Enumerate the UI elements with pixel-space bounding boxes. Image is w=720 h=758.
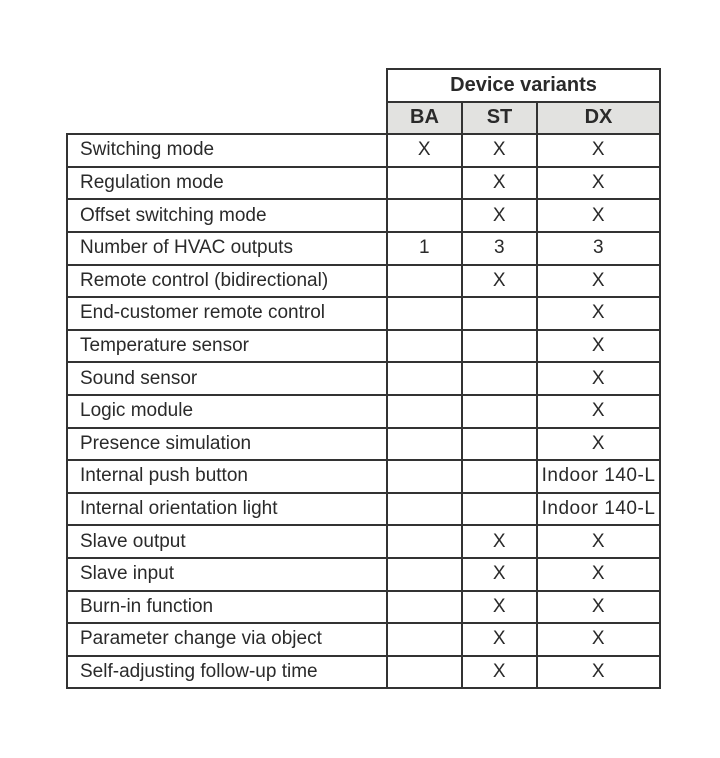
dx-value: X [537, 428, 660, 461]
dx-value: X [537, 330, 660, 363]
dx-value: Indoor 140-L [537, 493, 660, 526]
ba-value [387, 395, 462, 428]
st-value [462, 395, 537, 428]
title-row [67, 69, 660, 102]
dx-value: 3 [537, 232, 660, 265]
st-value: X [462, 525, 537, 558]
ba-value [387, 265, 462, 298]
table-row [67, 656, 660, 689]
table-row [67, 265, 660, 298]
table-row [67, 558, 660, 591]
table-row [67, 623, 660, 656]
ba-value [387, 656, 462, 689]
ba-value [387, 623, 462, 656]
ba-value [387, 525, 462, 558]
column-header-st: ST [462, 102, 537, 135]
st-value: X [462, 199, 537, 232]
ba-value [387, 362, 462, 395]
dx-value: X [537, 656, 660, 689]
st-value [462, 493, 537, 526]
ba-value [387, 591, 462, 624]
table-row [67, 428, 660, 461]
table-row [67, 493, 660, 526]
st-value [462, 297, 537, 330]
st-value [462, 330, 537, 363]
table-row [67, 460, 660, 493]
dx-value: X [537, 134, 660, 167]
dx-value: X [537, 297, 660, 330]
st-value: X [462, 167, 537, 200]
feature-label: Switching mode [67, 134, 387, 167]
ba-value [387, 199, 462, 232]
feature-label: Presence simulation [67, 428, 387, 461]
dx-value: X [537, 558, 660, 591]
table-row [67, 395, 660, 428]
feature-label: Slave output [67, 525, 387, 558]
ba-value [387, 167, 462, 200]
ba-value [387, 428, 462, 461]
feature-label: Burn-in function [67, 591, 387, 624]
feature-label: Parameter change via object [67, 623, 387, 656]
feature-label: Regulation mode [67, 167, 387, 200]
device-variants-table [66, 68, 661, 689]
ba-value: 1 [387, 232, 462, 265]
dx-value: X [537, 265, 660, 298]
table-row [67, 232, 660, 265]
feature-label: Number of HVAC outputs [67, 232, 387, 265]
table-row [67, 330, 660, 363]
column-header-row [67, 102, 660, 135]
dx-value: X [537, 591, 660, 624]
st-value: X [462, 656, 537, 689]
st-value: X [462, 265, 537, 298]
feature-label: Slave input [67, 558, 387, 591]
feature-label: Offset switching mode [67, 199, 387, 232]
table-row [67, 134, 660, 167]
empty-corner-cell [67, 69, 387, 102]
st-value [462, 362, 537, 395]
feature-label: Sound sensor [67, 362, 387, 395]
feature-label: Internal orientation light [67, 493, 387, 526]
dx-value: X [537, 623, 660, 656]
ba-value [387, 297, 462, 330]
column-header-dx: DX [537, 102, 660, 135]
ba-value: X [387, 134, 462, 167]
feature-label: Internal push button [67, 460, 387, 493]
feature-label: Logic module [67, 395, 387, 428]
table-row [67, 525, 660, 558]
st-value: X [462, 134, 537, 167]
dx-value: X [537, 395, 660, 428]
ba-value [387, 460, 462, 493]
dx-value: Indoor 140-L [537, 460, 660, 493]
dx-value: X [537, 167, 660, 200]
table-row [67, 297, 660, 330]
table-title: Device variants [387, 69, 660, 102]
feature-label: Self-adjusting follow-up time [67, 656, 387, 689]
table-row [67, 199, 660, 232]
st-value: X [462, 623, 537, 656]
ba-value [387, 330, 462, 363]
st-value [462, 460, 537, 493]
feature-label: End-customer remote control [67, 297, 387, 330]
st-value: X [462, 558, 537, 591]
feature-label: Remote control (bidirectional) [67, 265, 387, 298]
st-value [462, 428, 537, 461]
st-value: 3 [462, 232, 537, 265]
empty-corner-cell [67, 102, 387, 135]
ba-value [387, 558, 462, 591]
ba-value [387, 493, 462, 526]
table-row [67, 167, 660, 200]
table-row [67, 362, 660, 395]
table-row [67, 591, 660, 624]
column-header-ba: BA [387, 102, 462, 135]
feature-label: Temperature sensor [67, 330, 387, 363]
dx-value: X [537, 362, 660, 395]
dx-value: X [537, 525, 660, 558]
dx-value: X [537, 199, 660, 232]
st-value: X [462, 591, 537, 624]
